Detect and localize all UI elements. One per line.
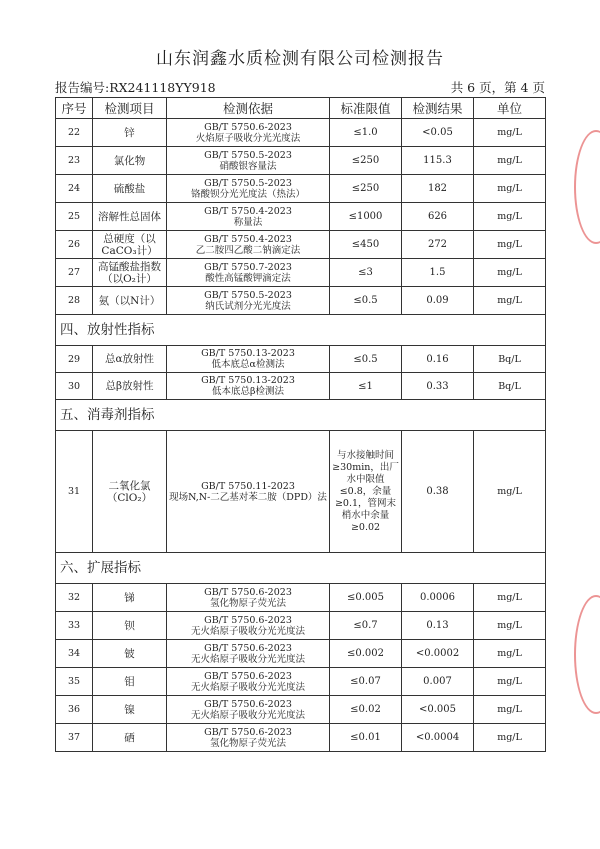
cell-no: 30	[56, 373, 93, 400]
cell-standard: GB/T 5750.5-2023	[204, 149, 292, 161]
cell-item: 钡	[93, 612, 167, 640]
header-item: 检测项目	[93, 98, 167, 119]
cell-result: 0.33	[402, 373, 474, 400]
seal-stamp-bottom	[574, 595, 600, 714]
header-no: 序号	[56, 98, 93, 119]
cell-method: 酸性高锰酸钾滴定法	[205, 272, 291, 284]
cell-basis	[167, 203, 330, 231]
page-info: 共 6 页，第 4 页	[450, 80, 545, 95]
cell-result: 1.5	[402, 259, 474, 287]
cell-result: 0.38	[402, 431, 474, 553]
table-row	[56, 373, 546, 400]
table-row	[56, 431, 546, 553]
cell-basis	[167, 373, 330, 400]
cell-limit: ≤250	[330, 147, 402, 175]
section-row	[56, 400, 546, 431]
cell-basis	[167, 175, 330, 203]
cell-unit: mg/L	[474, 668, 546, 696]
cell-standard: GB/T 5750.13-2023	[201, 375, 295, 386]
cell-unit: mg/L	[474, 724, 546, 752]
cell-basis	[167, 346, 330, 373]
cell-basis	[167, 696, 330, 724]
cell-result: <0.0002	[402, 640, 474, 668]
cell-standard: GB/T 5750.4-2023	[204, 233, 292, 245]
section-extended: 六、扩展指标	[56, 553, 546, 584]
header-unit: 单位	[474, 98, 546, 119]
table-header-row	[56, 98, 546, 119]
cell-standard: GB/T 5750.7-2023	[204, 261, 292, 273]
cell-unit: Bq/L	[474, 346, 546, 373]
cell-standard: GB/T 5750.4-2023	[204, 205, 292, 217]
table-row	[56, 259, 546, 287]
cell-standard: GB/T 5750.6-2023	[204, 614, 292, 626]
section-row	[56, 553, 546, 584]
cell-limit: ≤0.07	[330, 668, 402, 696]
cell-method: 硝酸银容量法	[219, 160, 277, 172]
cell-limit: ≤0.7	[330, 612, 402, 640]
table-row	[56, 668, 546, 696]
cell-no: 37	[56, 724, 93, 752]
table-row	[56, 203, 546, 231]
cell-basis	[167, 724, 330, 752]
cell-no: 31	[56, 431, 93, 553]
table-row	[56, 175, 546, 203]
table-row	[56, 147, 546, 175]
cell-result: <0.0004	[402, 724, 474, 752]
cell-no: 35	[56, 668, 93, 696]
cell-method: 低本底总β检测法	[212, 386, 284, 397]
header-basis: 检测依据	[167, 98, 330, 119]
cell-standard: GB/T 5750.11-2023	[201, 480, 295, 492]
cell-standard: GB/T 5750.5-2023	[204, 177, 292, 189]
cell-method: 氢化物原子荧光法	[209, 737, 286, 749]
cell-item: 锑	[93, 584, 167, 612]
cell-no: 28	[56, 287, 93, 315]
cell-unit: mg/L	[474, 231, 546, 259]
table-row	[56, 696, 546, 724]
cell-unit: mg/L	[474, 431, 546, 553]
cell-basis	[167, 287, 330, 315]
cell-result: 0.0006	[402, 584, 474, 612]
cell-basis	[167, 259, 330, 287]
section-row	[56, 315, 546, 346]
cell-method: 现场N,N-二乙基对苯二胺（DPD）法	[169, 491, 327, 503]
cell-limit: ≤1	[330, 373, 402, 400]
cell-item: 硫酸盐	[93, 175, 167, 203]
cell-item: 总β放射性	[93, 373, 167, 400]
cell-result: 0.09	[402, 287, 474, 315]
cell-basis	[167, 119, 330, 147]
cell-method: 无火焰原子吸收分光光度法	[190, 653, 305, 665]
cell-no: 27	[56, 259, 93, 287]
cell-no: 29	[56, 346, 93, 373]
table-row	[56, 119, 546, 147]
cell-result: <0.05	[402, 119, 474, 147]
cell-item: 镍	[93, 696, 167, 724]
cell-standard: GB/T 5750.6-2023	[204, 642, 292, 654]
cell-standard: GB/T 5750.6-2023	[204, 586, 292, 598]
cell-unit: mg/L	[474, 584, 546, 612]
cell-result: 272	[402, 231, 474, 259]
cell-method: 无火焰原子吸收分光光度法	[190, 709, 305, 721]
cell-basis	[167, 231, 330, 259]
cell-item: 铍	[93, 640, 167, 668]
cell-result: 0.16	[402, 346, 474, 373]
table-row	[56, 231, 546, 259]
cell-item: 高锰酸盐指数（以O₂计）	[93, 259, 167, 287]
cell-limit: ≤0.01	[330, 724, 402, 752]
cell-basis	[167, 147, 330, 175]
results-table	[55, 97, 546, 752]
section-disinfectant: 五、消毒剂指标	[56, 400, 546, 431]
cell-no: 33	[56, 612, 93, 640]
cell-no: 32	[56, 584, 93, 612]
cell-result: 626	[402, 203, 474, 231]
cell-limit: ≤450	[330, 231, 402, 259]
cell-standard: GB/T 5750.6-2023	[204, 121, 292, 133]
cell-unit: mg/L	[474, 612, 546, 640]
header-limit: 标准限值	[330, 98, 402, 119]
cell-basis	[167, 612, 330, 640]
cell-standard: GB/T 5750.6-2023	[204, 670, 292, 682]
cell-item: 锌	[93, 119, 167, 147]
cell-basis	[167, 668, 330, 696]
cell-method: 乙二胺四乙酸二钠滴定法	[195, 244, 301, 256]
cell-limit: 与水接触时间≥30min，出厂水中限值≤0.8，余量≥0.1，管网末梢水中余量≥0.02	[330, 431, 402, 553]
cell-unit: mg/L	[474, 287, 546, 315]
cell-unit: Bq/L	[474, 373, 546, 400]
cell-no: 26	[56, 231, 93, 259]
cell-limit: ≤1000	[330, 203, 402, 231]
table-row	[56, 346, 546, 373]
cell-item: 溶解性总固体	[93, 203, 167, 231]
header-result: 检测结果	[402, 98, 474, 119]
cell-standard: GB/T 5750.6-2023	[204, 698, 292, 710]
cell-no: 24	[56, 175, 93, 203]
cell-method: 称量法	[233, 216, 263, 228]
cell-item: 氯化物	[93, 147, 167, 175]
cell-item: 二氧化氯（ClO₂）	[93, 431, 167, 553]
cell-method: 火焰原子吸收分光光度法	[195, 132, 301, 144]
cell-result: 0.13	[402, 612, 474, 640]
cell-limit: ≤3	[330, 259, 402, 287]
cell-method: 纳氏试剂分光光度法	[205, 300, 291, 312]
cell-limit: ≤0.5	[330, 287, 402, 315]
cell-unit: mg/L	[474, 696, 546, 724]
table-row	[56, 640, 546, 668]
cell-basis	[167, 431, 330, 553]
table-row	[56, 612, 546, 640]
cell-item: 钼	[93, 668, 167, 696]
cell-method: 无火焰原子吸收分光光度法	[190, 681, 305, 693]
cell-basis	[167, 640, 330, 668]
cell-unit: mg/L	[474, 119, 546, 147]
cell-item: 总硬度（以CaCO₃计）	[93, 231, 167, 259]
cell-limit: ≤1.0	[330, 119, 402, 147]
cell-limit: ≤0.02	[330, 696, 402, 724]
cell-item: 氨（以N计）	[93, 287, 167, 315]
cell-result: 0.007	[402, 668, 474, 696]
cell-limit: ≤250	[330, 175, 402, 203]
table-row	[56, 287, 546, 315]
cell-no: 34	[56, 640, 93, 668]
seal-stamp-top	[574, 130, 600, 244]
cell-no: 22	[56, 119, 93, 147]
cell-standard: GB/T 5750.13-2023	[201, 348, 295, 359]
cell-no: 36	[56, 696, 93, 724]
cell-unit: mg/L	[474, 259, 546, 287]
cell-method: 氢化物原子荧光法	[209, 597, 286, 609]
section-radioactivity: 四、放射性指标	[56, 315, 546, 346]
cell-method: 低本底总α检测法	[211, 359, 285, 370]
cell-limit: ≤0.5	[330, 346, 402, 373]
cell-unit: mg/L	[474, 640, 546, 668]
cell-standard: GB/T 5750.6-2023	[204, 726, 292, 738]
table-row	[56, 584, 546, 612]
table-row	[56, 724, 546, 752]
cell-unit: mg/L	[474, 203, 546, 231]
cell-unit: mg/L	[474, 147, 546, 175]
cell-no: 25	[56, 203, 93, 231]
cell-method: 铬酸钡分光光度法（热法）	[190, 188, 305, 200]
cell-unit: mg/L	[474, 175, 546, 203]
cell-basis	[167, 584, 330, 612]
cell-method: 无火焰原子吸收分光光度法	[190, 625, 305, 637]
report-number: 报告编号:RX241118YY918	[55, 80, 216, 95]
cell-item: 总α放射性	[93, 346, 167, 373]
cell-result: 115.3	[402, 147, 474, 175]
cell-item: 硒	[93, 724, 167, 752]
cell-limit: ≤0.002	[330, 640, 402, 668]
cell-limit: ≤0.005	[330, 584, 402, 612]
cell-no: 23	[56, 147, 93, 175]
cell-result: <0.005	[402, 696, 474, 724]
report-meta	[55, 78, 545, 96]
cell-result: 182	[402, 175, 474, 203]
report-title: 山东润鑫水质检测有限公司检测报告	[156, 49, 444, 69]
cell-standard: GB/T 5750.5-2023	[204, 289, 292, 301]
